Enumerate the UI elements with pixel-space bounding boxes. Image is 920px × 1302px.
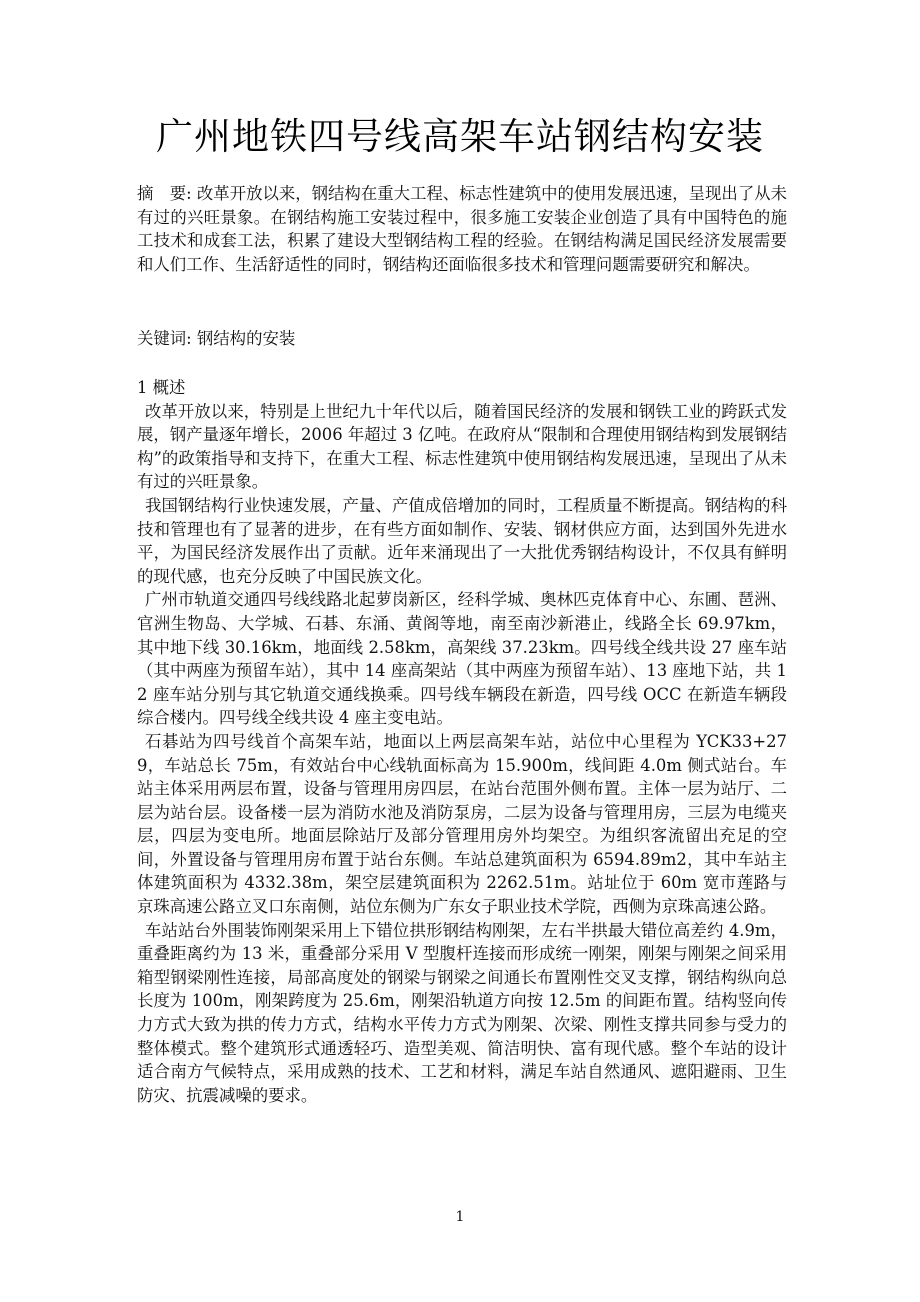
document-title: 广州地铁四号线高架车站钢结构安装 — [156, 115, 764, 158]
abstract-paragraph: 摘 要: 改革开放以来，钢结构在重大工程、标志性建筑中的使用发展迅速，呈现出了从未有过的兴旺景象。在钢结构施工安装过程中，很多施工安装企业创造了具有中国特色的施工技术和成套工法，积累了建设大型钢结构工程的经验。在钢结构满足国民经济发展需要和人们工作、生活舒适性的同时，钢结构还面临很多技术和管理问题需要研究和解决。 — [137, 184, 787, 274]
page-number: 1 — [455, 1209, 465, 1225]
body-paragraph: 广州市轨道交通四号线线路北起萝岗新区，经科学城、奥林匹克体育中心、东圃、琶洲、官洲生物岛、大学城、石碁、东涌、黄阁等地，南至南沙新港止，线路全长 69.97km，其中地下线 30.16km，地面线 2.58km，高架线 37.23km。四号线全线共设 27 座车站（其中两座为预留车站），其中 14 座高架站（其中两座为预留车站）、13 座地下站，共 12 座车站分别与其它轨道交通线换乘。四号线车辆段在新造，四号线 OCC 在新造车辆段综合楼内。四号线全线共设 4 座主变电站。 — [137, 590, 787, 728]
body-paragraph: 石碁站为四号线首个高架车站，地面以上两层高架车站，站位中心里程为 YCK33+279，车站总长 75m，有效站台中心线轨面标高为 15.900m，线间距 4.0m 侧式站台。车站主体采用两层布置，设备与管理用房四层，在站台范围外侧布置。主体一层为站厅、二层为站台层。设备楼一层为消防水池及消防泵房，二层为设备与管理用房，三层为电缆夹层，四层为变电所。地面层除站厅及部分管理用房外均架空。为组织客流留出充足的空间，外置设备与管理用房布置于站台东侧。车站总建筑面积为 6594.89m2，其中车站主体建筑面积为 4332.38m，架空层建筑面积为 2262.51m。站址位于 60m 宽市莲路与京珠高速公路立叉口东南侧，站位东侧为广东女子职业技术学院，西侧为京珠高速公路。 — [137, 731, 787, 917]
section-overview — [137, 376, 787, 1107]
body-paragraph: 车站站台外围装饰刚架采用上下错位拱形钢结构刚架，左右半拱最大错位高差约 4.9m，重叠距离约为 13 米，重叠部分采用 V 型腹杆连接而形成统一刚架，刚架与刚架之间采用箱型钢梁刚性连接，局部高度处的钢梁与钢梁之间通长布置刚性交叉支撑，钢结构纵向总长度为 100m，刚架跨度为 25.6m，刚架沿轨道方向按 12.5m 的间距布置。结构竖向传力方式大致为拱的传力方式，结构水平传力方式为刚架、次梁、刚性支撑共同参与受力的整体模式。整个建筑形式通透轻巧、造型美观、简洁明快、富有现代感。整个车站的设计适合南方气候特点，采用成熟的技术、工艺和材料，满足车站自然通风、遮阳避雨、卫生防灾、抗震减噪的要求。 — [137, 920, 787, 1105]
body-paragraph: 我国钢结构行业快速发展，产量、产值成倍增加的同时，工程质量不断提高。钢结构的科技和管理也有了显著的进步，在有些方面如制作、安装、钢材供应方面，达到国外先进水平，为国民经济发展作出了贡献。近年来涌现出了一大批优秀钢结构设计，不仅具有鲜明的现代感，也充分反映了中国民族文化。 — [137, 495, 787, 586]
body-paragraph: 改革开放以来，特别是上世纪九十年代以后，随着国民经济的发展和钢铁工业的跨跃式发展，钢产量逐年增长，2006 年超过 3 亿吨。在政府从“限制和合理使用钢结构到发展钢结构”的政策指导和支持下，在重大工程、标志性建筑中使用钢结构发展迅速，呈现出了从未有过的兴旺景象。 — [137, 401, 787, 492]
section-heading: 1 概述 — [137, 378, 186, 397]
keywords-line: 关键词: 钢结构的安装 — [137, 329, 296, 348]
